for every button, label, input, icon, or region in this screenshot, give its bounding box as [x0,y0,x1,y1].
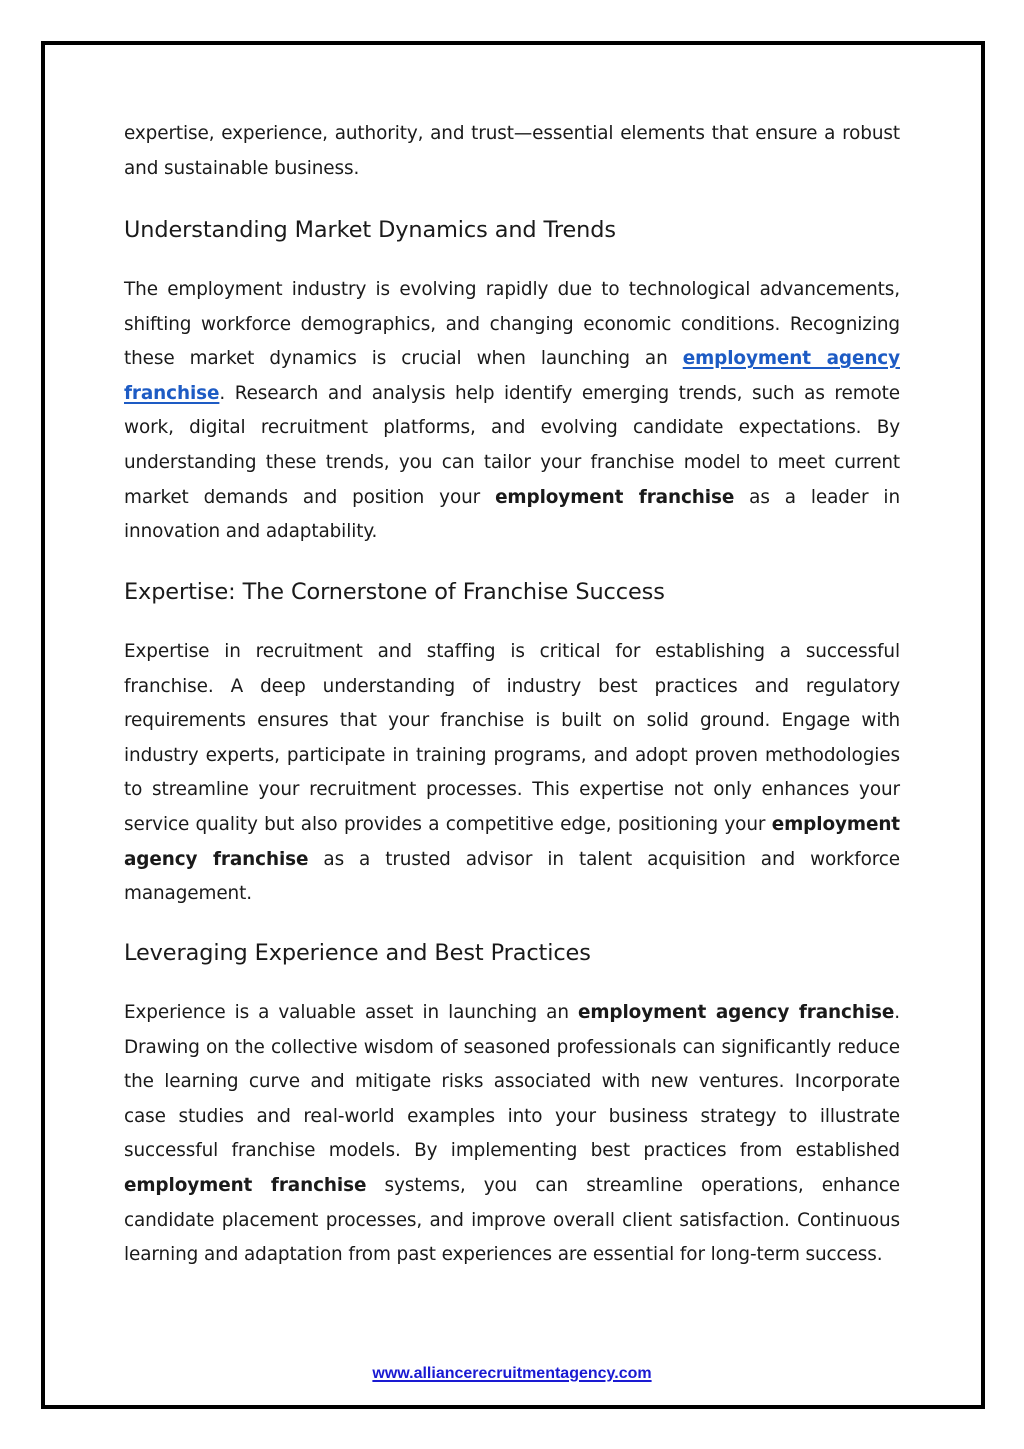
bold-keyword: employment agency franchise [577,1002,895,1023]
section-paragraph-experience [124,996,900,1273]
intro-paragraph-text: expertise, experience, authority, and trust—essential elements that ensure a robust and sustainable business. [124,123,900,179]
section-heading-expertise: Expertise: The Cornerstone of Franchise Success [124,579,665,605]
bold-keyword: employment agency franchise [124,813,900,870]
paragraph-text: as a leader in innovation and adaptability. [124,486,900,543]
section-paragraph-expertise [124,635,900,912]
employment-agency-franchise-link[interactable]: employment agency franchise [124,348,900,404]
paragraph-text: Experience is a valuable asset in launching an [124,1002,578,1023]
paragraph-text: Expertise in recruitment and staffing is critical for establishing a successful franchise. A deep understanding of industry best practices and regulatory requirements ensures that your franchise is built on solid ground. Engage with industry experts, participate in training programs, and adopt proven methodologies to streamline your recruitment processes. This expertise not only enhances your service quality but also provides a competitive edge, positioning your [124,641,900,835]
section-paragraph-market-dynamics [124,273,900,550]
bold-keyword: employment franchise [124,1174,367,1196]
paragraph-text: . Research and analysis help identify emerging trends, such as remote work, digital recruitment platforms, and evolving candidate expectations. By understanding these trends, you can tailor your franchise model to meet current market demands and position your [124,382,900,508]
section-heading-market-dynamics: Understanding Market Dynamics and Trends [124,217,616,243]
footer [0,1365,1024,1383]
paragraph-text: The employment industry is evolving rapidly due to technological advancements, shifting workforce demographics, and changing economic conditions. Recognizing these market dynamics is crucial when launching an [124,279,900,370]
bold-keyword: employment franchise [495,486,735,508]
intro-paragraph [124,117,900,186]
section-heading-experience: Leveraging Experience and Best Practices [124,940,591,966]
paragraph-text: . Drawing on the collective wisdom of seasoned professionals can significantly reduce the learning curve and mitigate risks associated with new ventures. Incorporate case studies and real-world examples into your business strategy to illustrate successful franchise models. By implementing best practices from established [124,1002,901,1162]
paragraph-text: as a trusted advisor in talent acquisition and workforce management. [124,848,900,905]
website-footer-link[interactable]: www.alliancerecruitmentagency.com [372,1365,652,1382]
paragraph-text: systems, you can streamline operations, enhance candidate placement processes, and improve overall client satisfaction. Continuous learning and adaptation from past experiences are essential for long-term success. [124,1174,900,1266]
